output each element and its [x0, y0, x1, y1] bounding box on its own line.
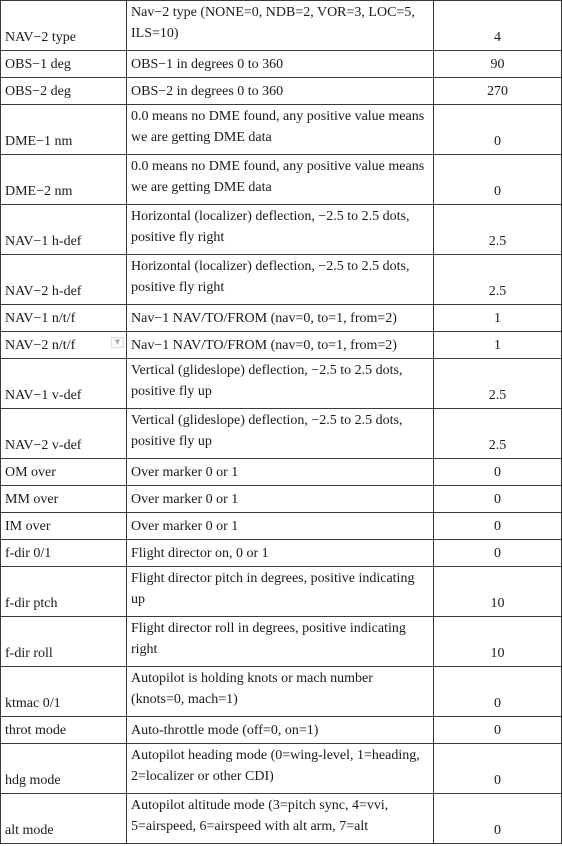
value-cell: 0 [434, 540, 562, 567]
value-cell: 10 [434, 567, 562, 617]
description-cell: Flight director roll in degrees, positive indicating right [127, 617, 434, 667]
table-row [1, 794, 562, 844]
table-row [1, 255, 562, 305]
description-cell: Nav−1 NAV/TO/FROM (nav=0, to=1, from=2) [127, 332, 434, 359]
param-name-cell: OBS−1 deg [1, 51, 127, 78]
table-row [1, 459, 562, 486]
value-cell: 4 [434, 1, 562, 51]
value-cell: 1 [434, 305, 562, 332]
table-row [1, 717, 562, 744]
table-row [1, 359, 562, 409]
description-cell: Autopilot is holding knots or mach number (knots=0, mach=1) [127, 667, 434, 717]
value-cell: 10 [434, 617, 562, 667]
param-name-cell: f-dir ptch [1, 567, 127, 617]
value-cell: 1 [434, 332, 562, 359]
table-row [1, 486, 562, 513]
description-cell: Auto-throttle mode (off=0, on=1) [127, 717, 434, 744]
description-cell: OBS−2 in degrees 0 to 360 [127, 78, 434, 105]
param-name-cell: hdg mode [1, 744, 127, 794]
table-row [1, 540, 562, 567]
table-row [1, 105, 562, 155]
table-row [1, 305, 562, 332]
description-cell: Over marker 0 or 1 [127, 513, 434, 540]
value-cell: 0 [434, 155, 562, 205]
param-name-cell: OBS−2 deg [1, 78, 127, 105]
param-name-cell: throt mode [1, 717, 127, 744]
table-row [1, 1, 562, 51]
table-row [1, 78, 562, 105]
description-cell: Autopilot heading mode (0=wing-level, 1=heading, 2=localizer or other CDI) [127, 744, 434, 794]
table-body [1, 1, 562, 844]
param-name-cell: NAV−2 n/t/f [1, 332, 127, 359]
description-cell: OBS−1 in degrees 0 to 360 [127, 51, 434, 78]
param-name-cell: ktmac 0/1 [1, 667, 127, 717]
table-row [1, 409, 562, 459]
value-cell: 0 [434, 667, 562, 717]
param-name-cell: f-dir 0/1 [1, 540, 127, 567]
description-cell: Vertical (glideslope) deflection, −2.5 to 2.5 dots, positive fly up [127, 409, 434, 459]
table-row [1, 617, 562, 667]
value-cell: 270 [434, 78, 562, 105]
param-name-cell: DME−2 nm [1, 155, 127, 205]
description-cell: Nav−1 NAV/TO/FROM (nav=0, to=1, from=2) [127, 305, 434, 332]
value-cell: 2.5 [434, 409, 562, 459]
description-cell: Over marker 0 or 1 [127, 459, 434, 486]
description-cell: Flight director on, 0 or 1 [127, 540, 434, 567]
table-row [1, 332, 562, 359]
description-cell: 0.0 means no DME found, any positive value means we are getting DME data [127, 155, 434, 205]
param-name-cell: NAV−1 n/t/f [1, 305, 127, 332]
value-cell: 90 [434, 51, 562, 78]
value-cell: 0 [434, 744, 562, 794]
description-cell: 0.0 means no DME found, any positive value means we are getting DME data [127, 105, 434, 155]
table-row [1, 205, 562, 255]
param-name-cell: NAV−2 h-def [1, 255, 127, 305]
description-cell: Flight director pitch in degrees, positive indicating up [127, 567, 434, 617]
table-row [1, 744, 562, 794]
param-name-cell: NAV−2 type [1, 1, 127, 51]
cell-dropdown-marker-icon[interactable]: ▼ [111, 337, 124, 348]
value-cell: 0 [434, 459, 562, 486]
description-cell: Horizontal (localizer) deflection, −2.5 to 2.5 dots, positive fly right [127, 255, 434, 305]
value-cell: 2.5 [434, 359, 562, 409]
description-cell: Nav−2 type (NONE=0, NDB=2, VOR=3, LOC=5, ILS=10) [127, 1, 434, 51]
param-name-cell: OM over [1, 459, 127, 486]
param-name-cell: alt mode [1, 794, 127, 844]
param-name-cell: NAV−1 v-def [1, 359, 127, 409]
value-cell: 2.5 [434, 205, 562, 255]
value-cell: 0 [434, 105, 562, 155]
table-row [1, 513, 562, 540]
param-name-cell: NAV−2 v-def [1, 409, 127, 459]
param-name-cell: IM over [1, 513, 127, 540]
value-cell: 0 [434, 717, 562, 744]
param-name-cell: NAV−1 h-def [1, 205, 127, 255]
value-cell: 0 [434, 794, 562, 844]
table-row [1, 51, 562, 78]
description-cell: Autopilot altitude mode (3=pitch sync, 4=vvi, 5=airspeed, 6=airspeed with alt arm, 7=alt [127, 794, 434, 844]
param-name-cell: DME−1 nm [1, 105, 127, 155]
table-row [1, 155, 562, 205]
description-cell: Vertical (glideslope) deflection, −2.5 to 2.5 dots, positive fly up [127, 359, 434, 409]
table-row [1, 667, 562, 717]
param-name-cell: MM over [1, 486, 127, 513]
value-cell: 0 [434, 513, 562, 540]
description-cell: Over marker 0 or 1 [127, 486, 434, 513]
value-cell: 0 [434, 486, 562, 513]
table-row [1, 567, 562, 617]
param-name-cell: f-dir roll [1, 617, 127, 667]
value-cell: 2.5 [434, 255, 562, 305]
description-cell: Horizontal (localizer) deflection, −2.5 to 2.5 dots, positive fly right [127, 205, 434, 255]
